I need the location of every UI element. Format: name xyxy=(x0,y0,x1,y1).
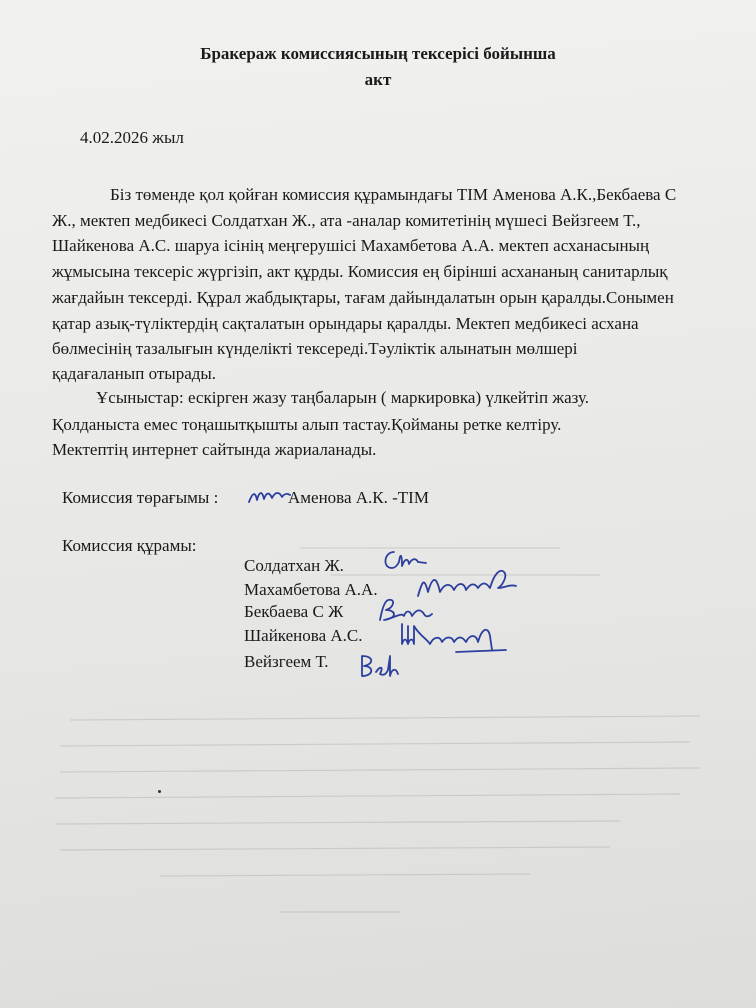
body-line: бөлмесінің тазалығын күнделікті тексереді.Тәуліктік алынатын мөлшері xyxy=(52,339,578,358)
body-line: Біз төменде қол қойған комиссия құрамындағы ТІМ Аменова А.К.,Бекбаева С xyxy=(110,185,677,204)
member-name: Шайкенова А.С. xyxy=(244,626,363,645)
body-line: жұмысына тексеріс жүргізіп, акт құрды. Комиссия ең бірінші асхананың санитарлық xyxy=(52,262,668,281)
document-title-act: акт xyxy=(364,70,392,89)
recommendation-line: Мектептің интернет сайтында жариаланады. xyxy=(52,440,377,459)
member-name: Бекбаева С Ж xyxy=(244,602,344,621)
document-date: 4.02.2026 жыл xyxy=(80,128,184,147)
ink-dot xyxy=(158,790,161,793)
body-line: Шайкенова А.С. шаруа ісінің меңгерушісі Махамбетова А.А. мектеп асханасының xyxy=(52,236,650,255)
member-name: Махамбетова А.А. xyxy=(244,580,378,599)
recommendation-line: Қолданыста емес тоңашытқышты алып тастау.Қойманы ретке келтіру. xyxy=(52,415,562,434)
body-line: Ж., мектеп медбикесі Солдатхан Ж., ата -аналар комитетінің мүшесі Вейзгеем Т., xyxy=(52,211,641,230)
body-line: қатар азық-түліктердің сақталатын орындары қаралды. Мектеп медбикесі асхана xyxy=(52,314,639,333)
member-name: Вейзгеем Т. xyxy=(244,652,329,671)
chair-name: Аменова А.К. -ТІМ xyxy=(288,488,429,507)
chair-signature xyxy=(246,482,292,508)
members-label: Комиссия құрамы: xyxy=(62,536,197,555)
body-line: жағдайын тексерді. Құрал жабдықтары, тағам дайындалатын орын қаралды.Сонымен xyxy=(52,288,674,307)
document-title: Бракераж комиссиясының тексерісі бойынша xyxy=(200,44,556,63)
body-line: қадағаланып отырады. xyxy=(52,364,217,383)
chair-label: Комиссия төрағымы : xyxy=(62,488,219,507)
recommendation-line: Ұсыныстар: ескірген жазу таңбаларын ( маркировка) үлкейтіп жазу. xyxy=(96,388,590,407)
member-signature xyxy=(356,648,402,682)
member-name: Солдатхан Ж. xyxy=(244,556,344,575)
member-signature xyxy=(396,614,510,656)
